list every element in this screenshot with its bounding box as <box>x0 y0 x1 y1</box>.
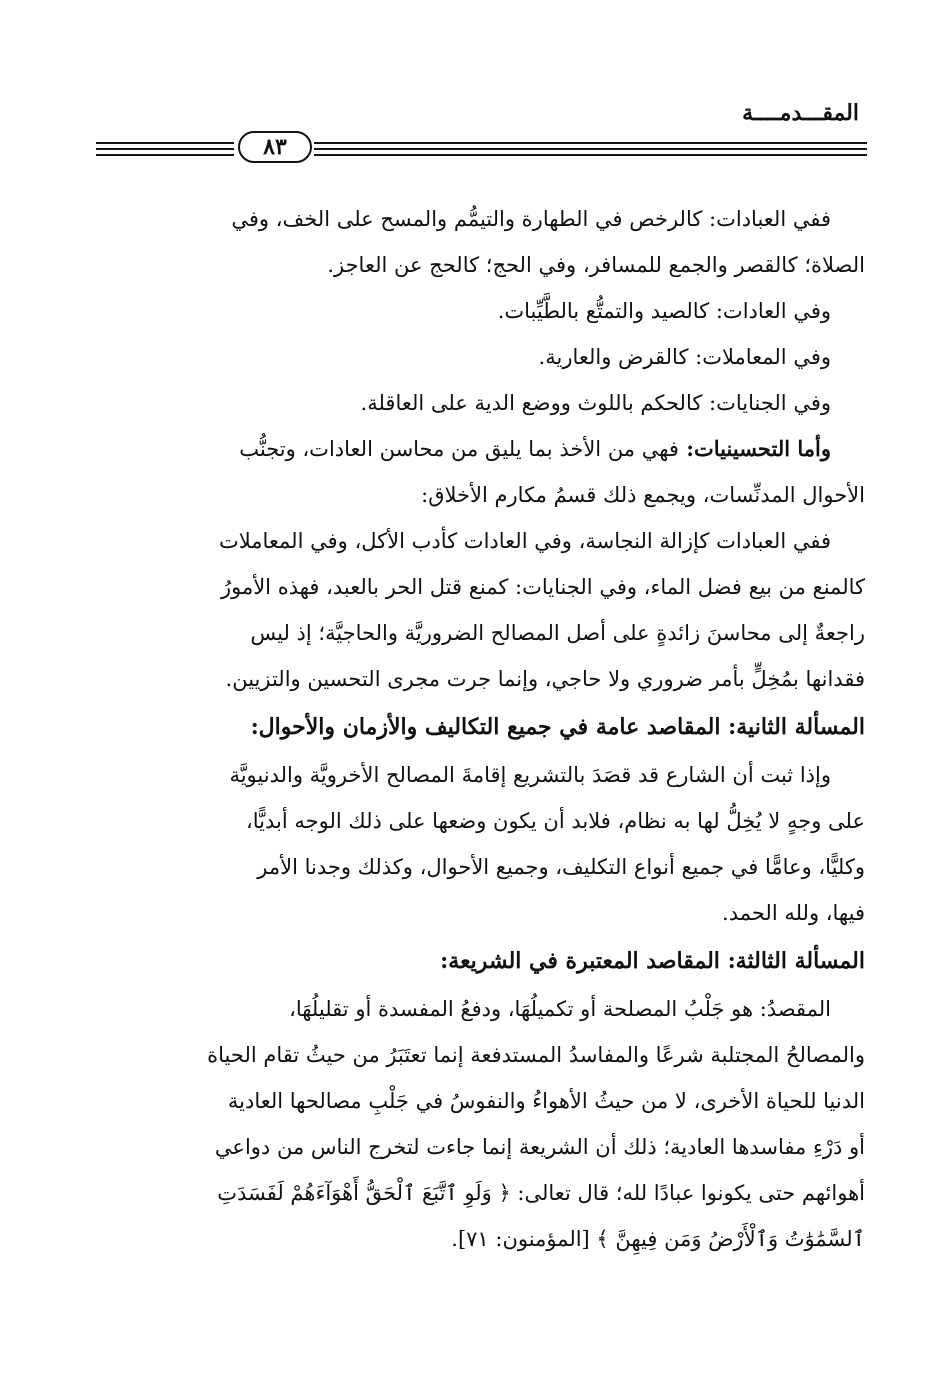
header-rule <box>96 142 234 144</box>
text-span: وفي المعاملات: كالقرض والعارية. <box>538 345 831 369</box>
text-span: وفي العادات: كالصيد والتمتُّع بالطَّيِّبات. <box>497 299 831 323</box>
page-number: ٨٣ <box>263 134 287 160</box>
text-line <box>90 334 865 380</box>
text-span: وإذا ثبت أن الشارع قد قصَدَ بالتشريع إقامةَ المصالح الأخرويَّة والدنيويَّة <box>229 763 831 787</box>
text-span: أو دَرْءِ مفاسدها العادية؛ ذلك أن الشريعة إنما جاءت لتخرج الناس من دواعي <box>214 1135 865 1159</box>
text-span: على وجهٍ لا يُخِلُّ لها به نظام، فلابد أن يكون وضعها على ذلك الوجه أبديًّا، <box>246 809 865 833</box>
header-rule <box>96 154 234 156</box>
text-span: الدنيا للحياة الأخرى، لا من حيثُ الأهواءُ والنفوسُ في جَلْبِ مصالحها العادية <box>227 1089 865 1113</box>
bold-term: المسألة الثانية: المقاصد عامة في جميع التكاليف والأزمان والأحوال: <box>250 714 865 740</box>
text-span: راجعةٌ إلى محاسنَ زائدةٍ على أصل المصالح الضروريَّة والحاجيَّة؛ إذ ليس <box>250 621 865 645</box>
text-line <box>90 986 865 1032</box>
text-span: كالمنع من بيع فضل الماء، وفي الجنايات: كمنع قتل الحر بالعبد، فهذه الأمورُ <box>220 575 865 599</box>
text-line <box>90 380 865 426</box>
bold-term: وأما التحسينيات: <box>678 436 831 461</box>
text-span: والمصالحُ المجتلبة شرعًا والمفاسدُ المستدفعة إنما تعتَبَرُ من حيثُ تقام الحياة <box>207 1043 865 1067</box>
text-line <box>90 426 865 472</box>
text-line <box>90 1124 865 1170</box>
text-span: فهي من الأخذ بما يليق من محاسن العادات، وتجنُّب <box>239 437 679 461</box>
body-text <box>90 196 865 1262</box>
text-line <box>90 1170 865 1216</box>
text-span: وفي الجنايات: كالحكم باللوث ووضع الدية على العاقلة. <box>360 391 831 415</box>
header-rule <box>314 148 867 150</box>
text-span: ففي العبادات كإزالة النجاسة، وفي العادات كأدب الأكل، وفي المعاملات <box>218 529 831 553</box>
text-span: المقصدُ: هو جَلْبُ المصلحة أو تكميلُهَا، ودفعُ المفسدة أو تقليلُهَا، <box>289 997 831 1021</box>
text-span: ففي العبادات: كالرخص في الطهارة والتيمُّم والمسح على الخف، وفي <box>231 207 831 231</box>
text-line <box>90 890 865 936</box>
header-rule <box>314 142 867 144</box>
running-header-title: المقـــدمــــة <box>742 100 859 126</box>
text-span: وكليًّا، وعامًّا في جميع أنواع التكليف، وجميع الأحوال، وكذلك وجدنا الأمر <box>257 855 865 879</box>
bold-term: المسألة الثالثة: المقاصد المعتبرة في الشريعة: <box>440 948 865 974</box>
header-rule <box>96 148 234 150</box>
header-rule <box>314 154 867 156</box>
text-line <box>90 1216 865 1262</box>
section-heading <box>90 702 865 752</box>
text-line <box>90 518 865 564</box>
text-line <box>90 798 865 844</box>
text-span: الأحوال المدنِّسات، ويجمع ذلك قسمُ مكارم الأخلاق: <box>421 483 865 507</box>
text-line <box>90 242 865 288</box>
text-line <box>90 1078 865 1124</box>
text-line <box>90 196 865 242</box>
text-span: أهوائهم حتى يكونوا عبادًا لله؛ قال تعالى: ﴿ وَلَوِ ٱتَّبَعَ ٱلْحَقُّ أَهْوَآءَهُمْ لَفَسَدَتِ <box>217 1181 865 1205</box>
text-line <box>90 844 865 890</box>
section-heading <box>90 936 865 986</box>
text-line <box>90 610 865 656</box>
text-line <box>90 472 865 518</box>
page-number-badge <box>238 131 312 163</box>
text-span: ٱلسَّمَٰوَٰتُ وَٱلْأَرْضُ وَمَن فِيهِنَّ ﴾ [المؤمنون: ٧١]. <box>451 1227 865 1251</box>
text-line <box>90 288 865 334</box>
text-line <box>90 656 865 702</box>
text-line <box>90 564 865 610</box>
text-span: فقدانها بمُخِلٍّ بأمر ضروري ولا حاجي، وإنما جرت مجرى التحسين والتزيين. <box>225 667 865 691</box>
text-span: فيها، ولله الحمد. <box>722 901 865 925</box>
text-line <box>90 752 865 798</box>
text-span: الصلاة؛ كالقصر والجمع للمسافر، وفي الحج؛ كالحج عن العاجز. <box>327 253 865 277</box>
text-line <box>90 1032 865 1078</box>
